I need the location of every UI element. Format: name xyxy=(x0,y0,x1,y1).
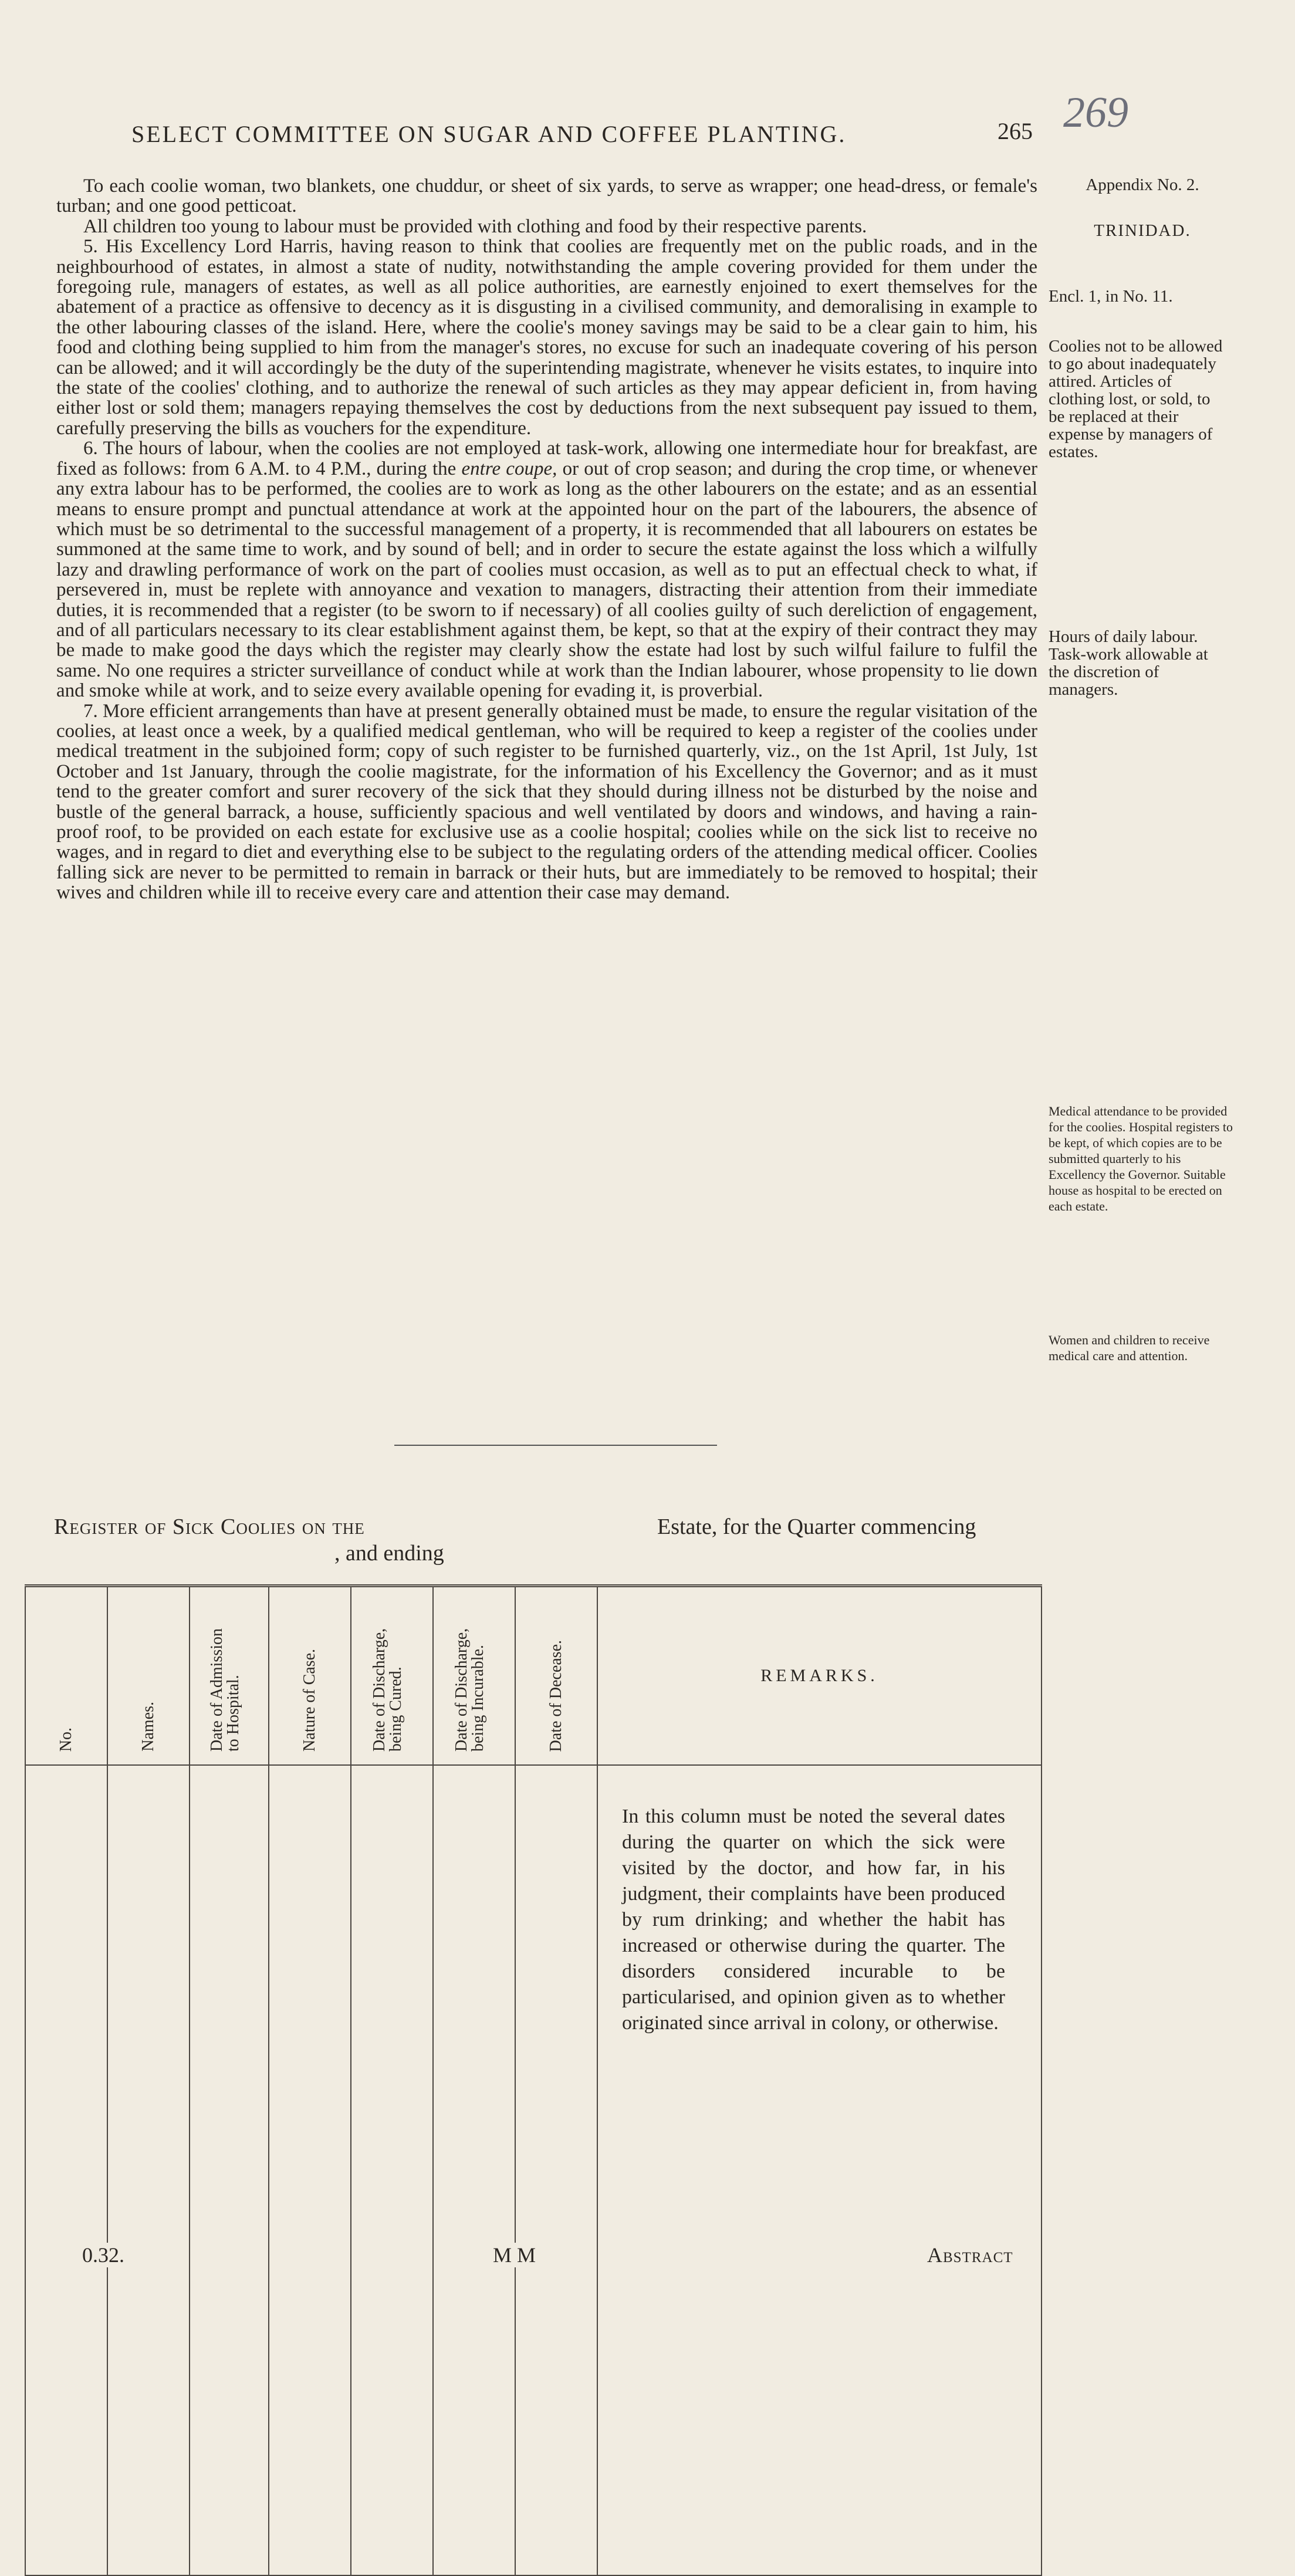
paragraph-children-clothing: All children too young to labour must be provided with clothing and food by their respective parents. xyxy=(83,215,867,237)
footer-left-code: 0.32. xyxy=(82,2243,124,2267)
sidenote-clothing: Coolies not to be allowed to go about inadequately attired. Articles of clothing lost, or sold, to be replaced at their expense by managers of estates. xyxy=(1049,337,1223,461)
column-header-admission-date: Date of Admission to Hospital. xyxy=(190,1586,269,1766)
sidenote-appendix: Appendix No. 2. xyxy=(1086,175,1199,194)
register-title-line2: , and ending xyxy=(334,1541,444,1566)
page-number: 265 xyxy=(998,118,1033,144)
cell-names xyxy=(107,1765,190,2575)
cell-no xyxy=(25,1765,107,2575)
column-header-discharge-cured: Date of Discharge, being Cured. xyxy=(351,1586,433,1766)
paragraph-6-part-b: or out of crop season; and during the crop time, or whenever any extra labour has to be performed, the coolies are to work as long as the other labourers on the estate; and as an essential means to ensure prompt and punctual attendance at work at the appointed hour on the part of the labourers, the absence of which must be so detrimental to the successful management of a property, it is recommended that all labourers on estates be summoned at the same time to work, and by sound of bell; and in order to secure the estate against the loss which a wilfully lazy and drawling performance of work on the part of coolies must occasion, as well as to put an effectual check to what, if persevered in, must be replete with annoyance and vexation to managers, distracting their attention from their immediate duties, it is recommended that a register (to be sworn to if necessary) of all coolies guilty of such dereliction of engagement, and of all particulars necessary to its clear establishment against them, be kept, so that at the expiry of their contract they may be made to make good the days which the register may clearly show the estate had lost by such wilful failure to fulfil the same. No one requires a stricter surveillance of conduct while at work than the Indian labourer, whose propensity to lie down and smoke while at work, and to seize every available opening for evading it, is proverbial. xyxy=(56,458,1038,702)
sidenote-hours: Hours of daily labour. Task-work allowable at the discretion of managers. xyxy=(1049,627,1208,699)
cell-discharge-cured xyxy=(351,1765,433,2575)
register-body-row xyxy=(25,1765,1042,2575)
column-header-no: No. xyxy=(25,1586,107,1766)
remarks-instructions: In this column must be noted the several dates during the quarter on which the sick were visited by the doctor, and how far, in his judgment, their complaints have been produced by rum drinking; and whether the habit has increased or otherwise during the quarter. The disorders considered incurable to be particularised, and opinion given as to whether originated since arrival in colony, or otherwise. xyxy=(622,1806,1005,2034)
column-header-remarks: REMARKS. xyxy=(597,1586,1042,1766)
cell-nature xyxy=(269,1765,351,2575)
sidenote-colony: TRINIDAD. xyxy=(1094,221,1191,240)
handwritten-page-number: 269 xyxy=(1063,89,1128,137)
register-title-right: Estate, for the Quarter commencing xyxy=(657,1515,976,1539)
column-header-decease-date: Date of Decease. xyxy=(515,1586,597,1766)
paragraph-women-clothing: To each coolie woman, two blankets, one chuddur, or sheet of six yards, to serve as wrapper; one head-dress, or female's turban; and one good petticoat. xyxy=(56,175,1037,217)
cell-remarks xyxy=(597,1765,1042,2575)
sidenote-medical: Medical attendance to be provided for the coolies. Hospital registers to be kept, of which copies are to be submitted quarterly to his Excellency the Governor. Suitable house as hospital to be erected on each estate. xyxy=(1049,1104,1233,1213)
footer-signature-mark: M M xyxy=(493,2243,536,2267)
column-header-names: Names. xyxy=(107,1586,190,1766)
sidenote-women-children: Women and children to receive medical care and attention. xyxy=(1049,1333,1210,1363)
cell-discharge-incurable xyxy=(433,1765,515,2575)
cell-decease xyxy=(515,1765,597,2575)
sick-coolies-register-table xyxy=(25,1584,1042,2576)
paragraph-6-part-a: 6. The hours of labour, when the coolies are not employed at task-work, allowing one intermediate hour for breakfast, are fixed as follows: from 6 A.M. to 4 P.M., during the xyxy=(56,438,1037,479)
section-divider xyxy=(394,1445,717,1446)
column-header-nature-of-case: Nature of Case. xyxy=(269,1586,351,1766)
sidenote-enclosure: Encl. 1, in No. 11. xyxy=(1049,287,1173,306)
footer-catchword: Abstract xyxy=(927,2243,1013,2267)
register-header-row xyxy=(25,1586,1042,1766)
paragraph-6-italic: entre coupe, xyxy=(461,458,557,479)
column-header-discharge-incurable: Date of Discharge, being Incurable. xyxy=(433,1586,515,1766)
running-header: SELECT COMMITTEE ON SUGAR AND COFFEE PLANTING. xyxy=(131,121,847,147)
register-title-left: Register of Sick Coolies on the xyxy=(54,1515,365,1539)
main-text xyxy=(56,176,1037,903)
cell-admission xyxy=(190,1765,269,2575)
paragraph-5: 5. His Excellency Lord Harris, having reason to think that coolies are frequently met on the public roads, and in the neighbourhood of estates, in almost a state of nudity, notwithstanding the ample covering provided for them under the foregoing rule, managers of estates, as well as all police authorities, are earnestly enjoined to exert themselves for the abatement of a practice as offensive to decency as it is disgusting in a civilised community, and demoralising in example to the other labouring classes of the island. Here, where the coolie's money savings may be said to be a clear gain to him, his food and clothing being supplied to him from the manager's stores, no excuse for such an inadequate covering of his person can be allowed; and it will accordingly be the duty of the superintending magistrate, whenever he visits estates, to inquire into the state of the coolies' clothing, and to authorize the renewal of such articles as they may appear deficient in, from having either lost or sold them; managers repaying themselves the cost by deductions from the next subsequent pay issued to them, carefully preserving the bills as vouchers for the expenditure. xyxy=(56,236,1037,439)
paragraph-6 xyxy=(56,438,1037,701)
paragraph-7: 7. More efficient arrangements than have at present generally obtained must be made, to ensure the regular visitation of the coolies, at least once a week, by a qualified medical gentleman, who will be required to keep a register of the coolies under medical treatment in the subjoined form; copy of such register to be furnished quarterly, viz., on the 1st April, 1st July, 1st October and 1st January, through the coolie magistrate, for the information of his Excellency the Governor; and as it must tend to the greater comfort and surer recovery of the sick that they should during illness not be disturbed by the noise and bustle of the general barrack, a house, sufficiently spacious and well ventilated by doors and windows, and having a rain-proof roof, to be provided on each estate for exclusive use as a coolie hospital; coolies while on the sick list to receive no wages, and in regard to diet and everything else to be subject to the regulating orders of the attending medical officer. Coolies falling sick are never to be permitted to remain in barrack or their huts, but are immediately to be removed to hospital; their wives and children while ill to receive every care and attention their case may demand. xyxy=(56,700,1037,904)
